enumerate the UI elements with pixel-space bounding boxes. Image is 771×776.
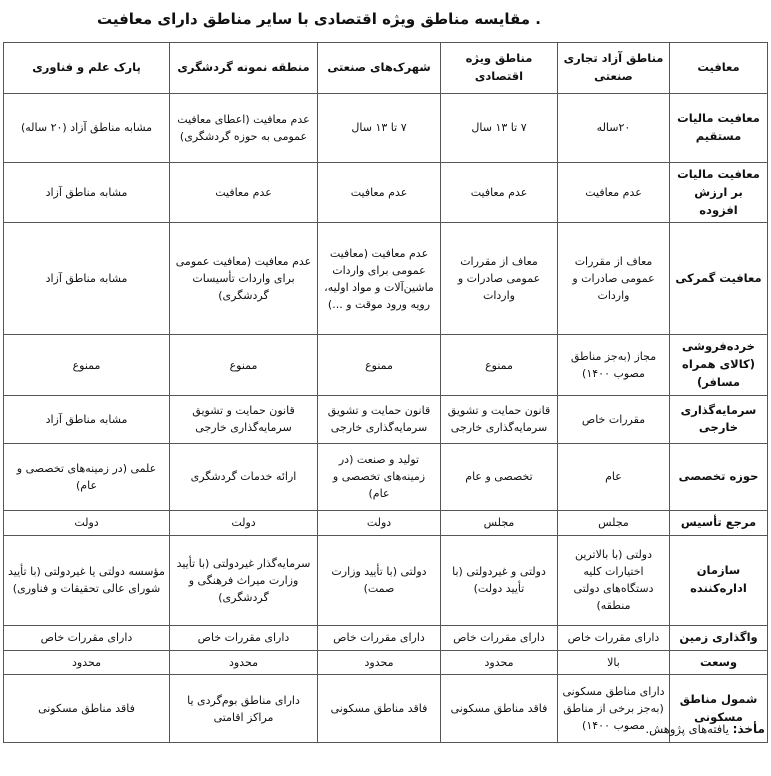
table-cell: دارای مقررات خاص — [170, 625, 318, 650]
table-cell: ممنوع — [318, 335, 441, 395]
table-cell: مشابه مناطق آزاد (۲۰ ساله) — [4, 94, 170, 163]
table-cell: بالا — [558, 650, 670, 675]
table-row — [4, 535, 768, 625]
row-header-cell: شمول مناطق مسکونی — [670, 675, 768, 743]
table-cell: مؤسسه دولتی یا غیردولتی (با تأیید شورای عالی تحقیقات و فناوری) — [4, 535, 170, 625]
table-cell: محدود — [4, 650, 170, 675]
table-cell: معاف از مقررات عمومی صادرات و واردات — [441, 223, 558, 335]
table-cell: مشابه مناطق آزاد — [4, 223, 170, 335]
table-cell: ۷ تا ۱۳ سال — [441, 94, 558, 163]
table-cell: تخصصی و عام — [441, 443, 558, 510]
table-row — [4, 223, 768, 335]
row-header-cell: وسعت — [670, 650, 768, 675]
header-cell: مناطق آزاد تجاری صنعتی — [558, 43, 670, 94]
header-row — [4, 43, 768, 94]
table-row — [4, 335, 768, 395]
source-note — [645, 722, 765, 736]
table-cell: عدم معافیت — [170, 163, 318, 223]
table-cell: عدم معافیت (معافیت عمومی برای واردات تأسیسات گردشگری) — [170, 223, 318, 335]
table-row — [4, 395, 768, 443]
table-cell: دولتی و غیردولتی (با تأیید دولت) — [441, 535, 558, 625]
header-cell: مناطق ویژه اقتصادی — [441, 43, 558, 94]
table-cell: قانون حمایت و تشویق سرمایه‌گذاری خارجی — [170, 395, 318, 443]
table-cell: مشابه مناطق آزاد — [4, 395, 170, 443]
table-cell: مجاز (به‌جز مناطق مصوب ۱۴۰۰) — [558, 335, 670, 395]
table-cell: دولت — [318, 510, 441, 535]
table-cell: ۷ تا ۱۳ سال — [318, 94, 441, 163]
table-row — [4, 443, 768, 510]
table-title: . مقایسه مناطق ویژه اقتصادی با سایر مناطق دارای معافیت — [96, 10, 541, 28]
source-label: مأخذ: — [732, 722, 765, 736]
table-cell: عدم معافیت — [558, 163, 670, 223]
header-cell: پارک علم و فناوری — [4, 43, 170, 94]
table-cell: دولتی (با بالاترین اختیارات کلیه دستگاه‌های دولتی منطقه) — [558, 535, 670, 625]
table-cell: سرمایه‌گذار غیردولتی (با تأیید وزارت میراث فرهنگی و گردشگری) — [170, 535, 318, 625]
header-cell: منطقه نمونه گردشگری — [170, 43, 318, 94]
table-cell: دارای مقررات خاص — [318, 625, 441, 650]
table-cell: مجلس — [441, 510, 558, 535]
source-text: یافته‌های پژوهش. — [645, 722, 733, 736]
table-cell: محدود — [318, 650, 441, 675]
table-cell: ۲۰ساله — [558, 94, 670, 163]
table-cell: ممنوع — [441, 335, 558, 395]
table-cell: ارائه خدمات گردشگری — [170, 443, 318, 510]
table-cell: عدم معافیت — [441, 163, 558, 223]
row-header-cell: مرجع تأسیس — [670, 510, 768, 535]
table-cell: مقررات خاص — [558, 395, 670, 443]
table-row — [4, 163, 768, 223]
table-cell: دولتی (با تأیید وزارت صمت) — [318, 535, 441, 625]
table-cell: تولید و صنعت (در زمینه‌های تخصصی و عام) — [318, 443, 441, 510]
row-header-cell: سازمان اداره‌کننده — [670, 535, 768, 625]
table-cell: دارای مقررات خاص — [558, 625, 670, 650]
table-cell: فاقد مناطق مسکونی — [441, 675, 558, 743]
table-row — [4, 650, 768, 675]
row-header-cell: حوزه تخصصی — [670, 443, 768, 510]
header-cell: معافیت — [670, 43, 768, 94]
row-header-cell: خرده‌فروشی (کالای همراه مسافر) — [670, 335, 768, 395]
table-row — [4, 510, 768, 535]
table-row — [4, 94, 768, 163]
table-cell: دارای مناطق بوم‌گردی یا مراکز اقامتی — [170, 675, 318, 743]
table-cell: دولت — [4, 510, 170, 535]
table-cell: ممنوع — [4, 335, 170, 395]
table-cell: مجلس — [558, 510, 670, 535]
table-cell: دارای مقررات خاص — [441, 625, 558, 650]
table-cell: دارای مقررات خاص — [4, 625, 170, 650]
table-cell: محدود — [170, 650, 318, 675]
table-cell: فاقد مناطق مسکونی — [318, 675, 441, 743]
table-row — [4, 625, 768, 650]
comparison-table — [3, 42, 768, 743]
table-cell: معاف از مقررات عمومی صادرات و واردات — [558, 223, 670, 335]
table-cell: عام — [558, 443, 670, 510]
table-cell: قانون حمایت و تشویق سرمایه‌گذاری خارجی — [318, 395, 441, 443]
table-cell: عدم معافیت (اعطای معافیت عمومی به حوزه گردشگری) — [170, 94, 318, 163]
table-cell: محدود — [441, 650, 558, 675]
table-cell: عدم معافیت (معافیت عمومی برای واردات ماشین‌آلات و مواد اولیه، رویه ورود موقت و ...) — [318, 223, 441, 335]
table-cell: فاقد مناطق مسکونی — [4, 675, 170, 743]
table-cell: ممنوع — [170, 335, 318, 395]
row-header-cell: معافیت مالیات بر ارزش افزوده — [670, 163, 768, 223]
table-cell: دارای مناطق مسکونی (به‌جز برخی از مناطق مصوب ۱۴۰۰) — [558, 675, 670, 743]
table-cell: عدم معافیت — [318, 163, 441, 223]
table-cell: علمی (در زمینه‌های تخصصی و عام) — [4, 443, 170, 510]
row-header-cell: معافیت مالیات مستقیم — [670, 94, 768, 163]
table-cell: دولت — [170, 510, 318, 535]
header-cell: شهرک‌های صنعتی — [318, 43, 441, 94]
row-header-cell: سرمایه‌گذاری خارجی — [670, 395, 768, 443]
row-header-cell: واگذاری زمین — [670, 625, 768, 650]
row-header-cell: معافیت گمرکی — [670, 223, 768, 335]
table-cell: قانون حمایت و تشویق سرمایه‌گذاری خارجی — [441, 395, 558, 443]
table-cell: مشابه مناطق آزاد — [4, 163, 170, 223]
